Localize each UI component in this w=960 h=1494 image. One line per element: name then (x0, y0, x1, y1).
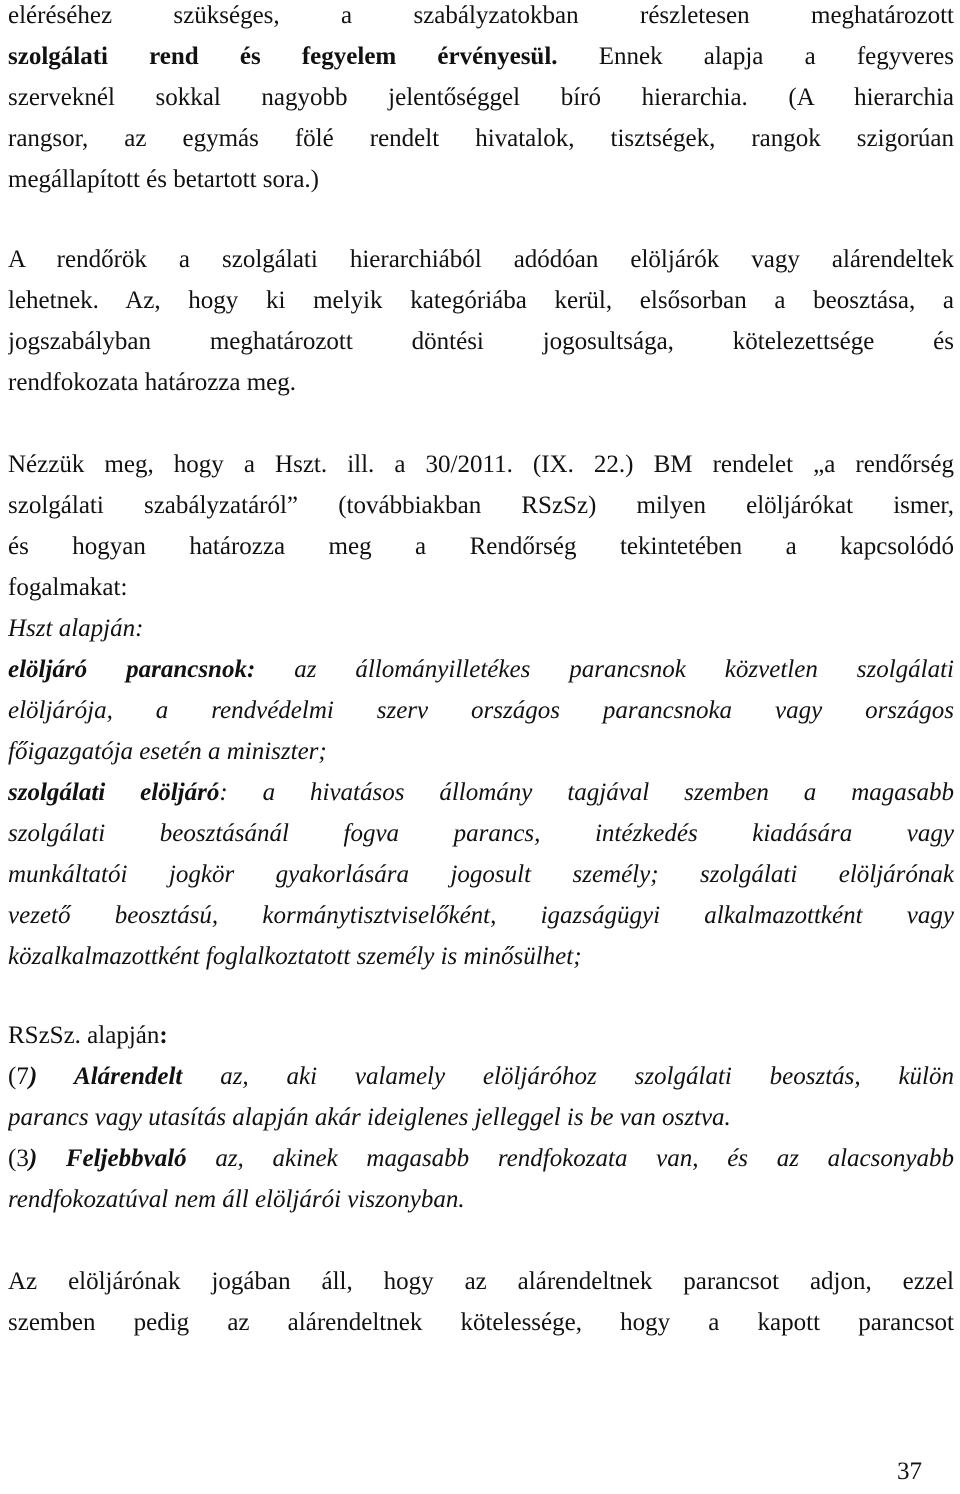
text-run: rangsor, az egymás fölé rendelt hivatalok, tisztségek, rangok szigorúan (8, 125, 954, 152)
text-run: A rendőrök a szolgálati hierarchiából adódóan elöljárók vagy alárendeltek (8, 246, 954, 273)
text-run: munkáltatói jogkör gyakorlására jogosult személy; szolgálati elöljárónak (8, 861, 954, 888)
text-line (8, 1179, 954, 1220)
text-run: szolgálati elöljáró (8, 779, 220, 806)
text-run: elöljárója, a rendvédelmi szerv országos parancsnoka vagy országos (8, 697, 954, 724)
text-run: szolgálati rend és fegyelem érvényesül. (8, 43, 558, 70)
text-line (8, 731, 954, 772)
text-line (8, 1138, 954, 1179)
text-line (8, 649, 954, 690)
text-line (8, 1261, 954, 1302)
text-line (8, 1015, 954, 1056)
text-run: Alárendelt (37, 1063, 183, 1090)
text-run: és hogyan határozza meg a Rendőrség tekintetében a kapcsolódó (8, 533, 954, 560)
text-run: Hszt alapján: (8, 615, 144, 642)
text-run: eléréséhez szükséges, a szabályzatokban részletesen meghatározott (8, 2, 954, 29)
text-run: Feljebbvaló (37, 1145, 187, 1172)
text-line (8, 77, 954, 118)
text-run: ) (28, 1145, 38, 1172)
text-run: ) (28, 1063, 38, 1090)
text-line (8, 526, 954, 567)
text-run: szolgálati beosztásánál fogva parancs, intézkedés kiadására vagy (8, 820, 954, 847)
paragraph-rszsz-definitions (8, 1015, 954, 1220)
text-line (8, 118, 954, 159)
text-run: parancs vagy utasítás alapján akár ideiglenes jelleggel is be van osztva. (8, 1104, 731, 1131)
text-line (8, 362, 954, 403)
text-line (8, 239, 954, 280)
text-line (8, 608, 954, 649)
text-line (8, 772, 954, 813)
text-run: : a hivatásos állomány tagjával szemben a magasabb (219, 779, 954, 806)
text-line (8, 36, 954, 77)
page-number: 37 (897, 1458, 922, 1485)
text-run: (7 (8, 1063, 29, 1090)
text-run: vezető beosztású, kormánytisztviselőként, igazságügyi alkalmazottként vagy (8, 902, 954, 929)
text-run: RSzSz. alapján (8, 1022, 160, 1049)
text-line (8, 690, 954, 731)
text-run: (3 (8, 1145, 29, 1172)
text-run: elöljáró parancsnok: (8, 656, 256, 683)
text-line (8, 485, 954, 526)
text-line (8, 567, 954, 608)
text-run: az, akinek magasabb rendfokozata van, és az alacsonyabb (186, 1145, 954, 1172)
text-line (8, 321, 954, 362)
paragraph-superiors-subordinates (8, 239, 954, 403)
text-run: az, aki valamely elöljáróhoz szolgálati beosztás, külön (182, 1063, 954, 1090)
text-line (8, 159, 954, 200)
text-run: közalkalmazottként foglalkoztatott személy is minősülhet; (8, 943, 582, 970)
text-line (8, 895, 954, 936)
text-run: szemben pedig az alárendeltnek kötelessége, hogy a kapott parancsot (8, 1309, 954, 1336)
text-run: az állományilletékes parancsnok közvetlen szolgálati (255, 656, 954, 683)
text-line (8, 936, 954, 977)
text-line (8, 1056, 954, 1097)
text-line (8, 854, 954, 895)
text-run: Az elöljárónak jogában áll, hogy az alárendeltnek parancsot adjon, ezzel (8, 1268, 954, 1295)
text-run: jogszabályban meghatározott döntési jogosultsága, kötelezettsége és (8, 328, 954, 355)
text-line (8, 280, 954, 321)
text-run: Ennek alapja a fegyveres (557, 43, 954, 70)
text-run: megállapított és betartott sora.) (8, 166, 320, 193)
text-run: rendfokozatúval nem áll elöljárói viszonyban. (8, 1186, 465, 1213)
paragraph-command-right (8, 1261, 954, 1343)
text-run: szerveknél sokkal nagyobb jelentőséggel bíró hierarchia. (A hierarchia (8, 84, 954, 111)
text-line (8, 1302, 954, 1343)
text-run: főigazgatója esetén a miniszter; (8, 738, 327, 765)
text-line (8, 444, 954, 485)
text-run: rendfokozata határozza meg. (8, 369, 297, 396)
text-run: Nézzük meg, hogy a Hszt. ill. a 30/2011. (IX. 22.) BM rendelet „a rendőrség (8, 451, 954, 478)
text-run: : (159, 1022, 168, 1049)
paragraph-hierarchy-intro (8, 0, 954, 200)
paragraph-definitions (8, 444, 954, 977)
text-line (8, 1097, 954, 1138)
text-run: fogalmakat: (8, 574, 128, 601)
text-line (8, 0, 954, 36)
text-run: szolgálati szabályzatáról” (továbbiakban RSzSz) milyen elöljárókat ismer, (8, 492, 954, 519)
text-run: lehetnek. Az, hogy ki melyik kategóriába kerül, elsősorban a beosztása, a (8, 287, 954, 314)
text-line (8, 813, 954, 854)
